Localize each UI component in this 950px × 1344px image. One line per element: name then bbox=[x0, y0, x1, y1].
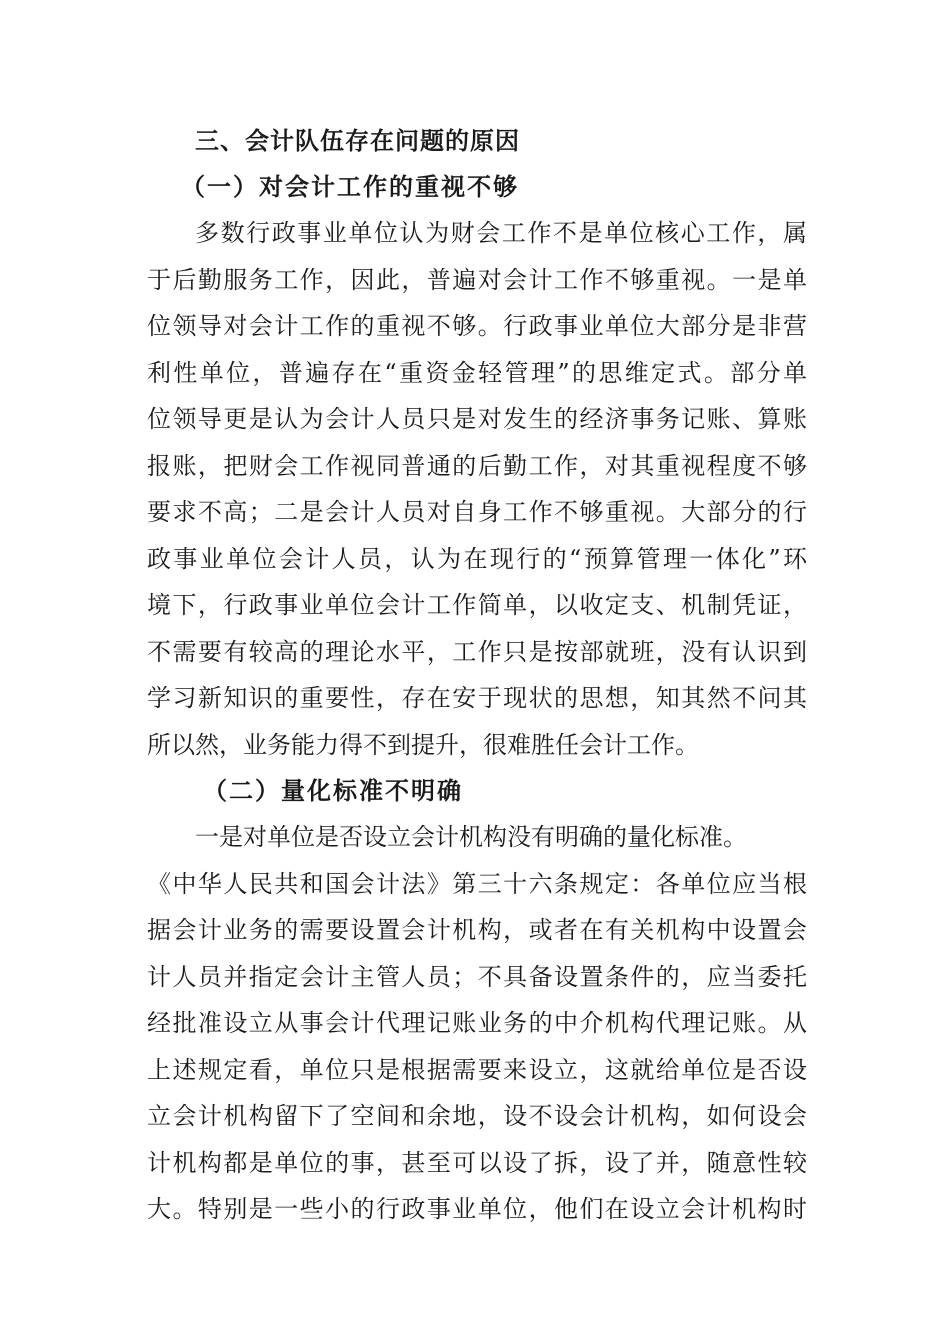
subsection-2-title: （二）量化标准不明确 bbox=[203, 776, 463, 805]
paragraph-line: 报账，把财会工作视同普通的后勤工作，对其重视程度不够 bbox=[147, 451, 807, 480]
paragraph-line: 学习新知识的重要性，存在安于现状的思想，知其然不问其 bbox=[147, 684, 807, 712]
paragraph-line: 要求不高；二是会计人员对自身工作不够重视。大部分的行 bbox=[147, 498, 807, 526]
paragraph-line: 经批准设立从事会计代理记账业务的中介机构代理记账。从 bbox=[147, 1009, 807, 1037]
paragraph-line: 大。特别是一些小的行政事业单位，他们在设立会计机构时 bbox=[147, 1195, 807, 1223]
paragraph-line: 上述规定看，单位只是根据需要来设立，这就给单位是否设 bbox=[147, 1055, 807, 1084]
paragraph-line: 位领导对会计工作的重视不够。行政事业单位大部分是非营 bbox=[147, 312, 807, 340]
paragraph-line: 不需要有较高的理论水平，工作只是按部就班，没有认识到 bbox=[147, 637, 807, 666]
section-heading: 三、会计队伍存在问题的原因 bbox=[195, 127, 520, 155]
paragraph-line: 据会计业务的需要设置会计机构，或者在有关机构中设置会 bbox=[147, 916, 807, 944]
paragraph-line: 境下，行政事业单位会计工作简单，以收定支、机制凭证， bbox=[147, 591, 807, 619]
paragraph-line: 于后勤服务工作，因此，普遍对会计工作不够重视。一是单 bbox=[147, 265, 807, 294]
paragraph-line: 计机构都是单位的事，甚至可以设了拆，设了并，随意性较 bbox=[147, 1148, 807, 1177]
document-body bbox=[147, 118, 807, 1233]
paragraph-line: 所以然，业务能力得不到提升，很难胜任会计工作。 bbox=[147, 730, 699, 759]
paragraph-line: 《中华人民共和国会计法》第三十六条规定：各单位应当根 bbox=[147, 869, 807, 898]
subsection-1-title: （一）对会计工作的重视不够 bbox=[181, 172, 519, 201]
paragraph-line: 位领导更是认为会计人员只是对发生的经济事务记账、算账 bbox=[147, 405, 807, 433]
subsection-2-paragraph bbox=[147, 814, 807, 1233]
paragraph-line: 计人员并指定会计主管人员；不具备设置条件的，应当委托 bbox=[147, 962, 807, 991]
paragraph-line: 多数行政事业单位认为财会工作不是单位核心工作，属 bbox=[195, 219, 807, 247]
paragraph-line: 政事业单位会计人员，认为在现行的“预算管理一体化”环 bbox=[147, 544, 807, 573]
paragraph-line: 利性单位，普遍存在“重资金轻管理”的思维定式。部分单 bbox=[147, 358, 807, 387]
subsection-1-paragraph bbox=[147, 210, 807, 768]
paragraph-line: 一是对单位是否设立会计机构没有明确的量化标准。 bbox=[195, 823, 747, 851]
paragraph-line: 立会计机构留下了空间和余地，设不设会计机构，如何设会 bbox=[147, 1102, 807, 1130]
